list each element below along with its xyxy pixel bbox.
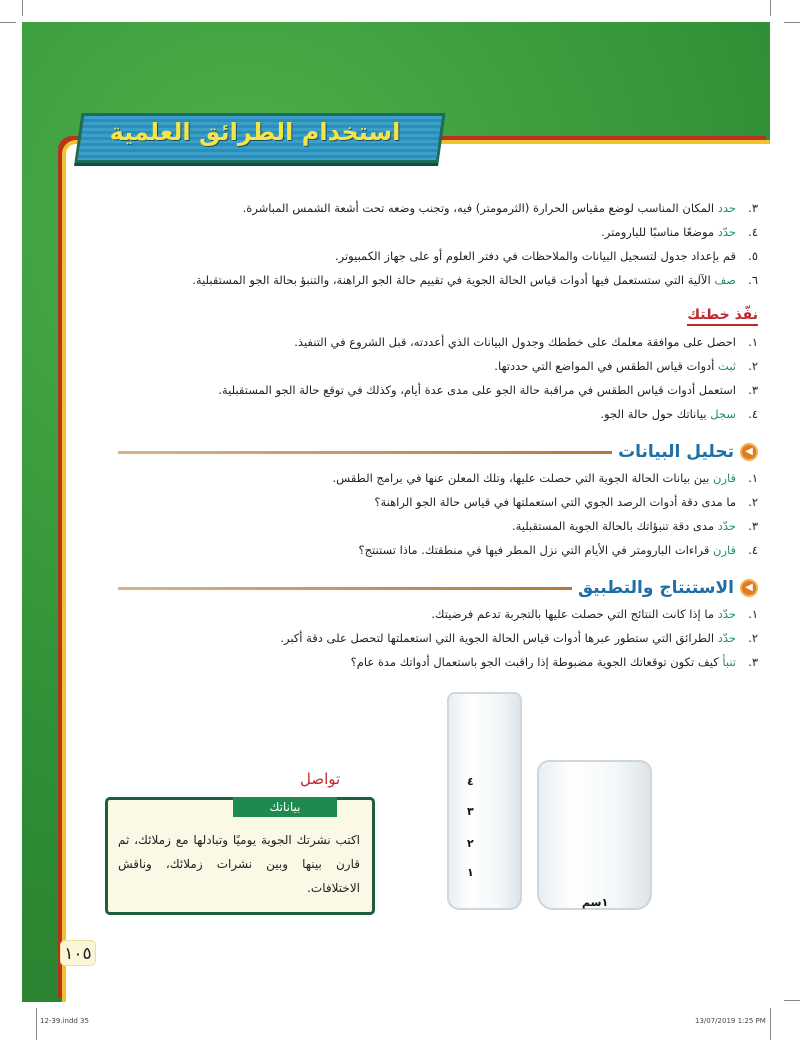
list-item	[118, 490, 758, 514]
item-verb: تنبأ	[722, 655, 736, 669]
analysis-section	[118, 434, 758, 562]
item-text: بياناتك حول حالة الجو.	[600, 407, 711, 421]
list-item	[118, 220, 758, 244]
item-text: بين بيانات الحالة الجوية التي حصلت عليها، وتلك المعلن عنها في برامج الطقس.	[332, 471, 713, 485]
item-verb: حدّد	[717, 519, 736, 533]
jar-mark: ٣	[467, 805, 474, 818]
item-number: ١.	[748, 335, 758, 349]
item-verb: حدد	[717, 201, 736, 215]
item-text: قم بإعداد جدول لتسجيل البيانات والملاحظات في دفتر العلوم أو على جهاز الكمبيوتر.	[334, 249, 736, 263]
item-number: ٢.	[748, 359, 758, 373]
item-number: ٥.	[748, 249, 758, 263]
item-verb: صف	[714, 273, 736, 287]
analysis-heading: تحليل البيانات	[618, 442, 734, 462]
plan-heading: نفّذ خطتك	[687, 306, 758, 326]
box-tab: بياناتك	[233, 797, 337, 817]
communicate-box	[105, 797, 375, 915]
item-text: أدوات قياس الطقس في المواضع التي حددتها.	[494, 359, 719, 373]
item-text: المكان المناسب لوضع مقياس الحرارة (الثرمومتر) فيه، وتجنب وضعه تحت أشعة الشمس المباشرة.	[242, 201, 718, 215]
item-number: ٣.	[748, 383, 758, 397]
list-item	[118, 538, 758, 562]
item-number: ١.	[748, 471, 758, 485]
list-item	[118, 378, 758, 402]
list-item	[118, 268, 758, 292]
jar-mark: ٢	[467, 837, 474, 850]
item-verb: حدّد	[717, 631, 736, 645]
item-number: ٢.	[748, 631, 758, 645]
plan-section	[118, 300, 758, 426]
arrow-icon: ◀	[740, 443, 758, 461]
item-number: ٤.	[748, 543, 758, 557]
footer-file: 12-39.indd 35	[40, 1017, 89, 1025]
conclusion-heading: الاستنتاج والتطبيق	[577, 578, 734, 598]
item-verb: سجل	[710, 407, 736, 421]
item-text: ما إذا كانت النتائج التي حصلت عليها بالتجربة تدعم فرضيتك.	[431, 607, 718, 621]
jar-mark: ٤	[467, 775, 474, 788]
conclusion-section	[118, 570, 758, 674]
item-text: موضعًا مناسبًا للبارومتر.	[601, 225, 718, 239]
item-verb: حدّد	[717, 225, 736, 239]
item-number: ٤.	[748, 407, 758, 421]
item-text: قراءات البارومتر في الأيام التي نزل المطر فيها في منطقتك. ماذا تستنتج؟	[358, 543, 713, 557]
list-item	[118, 626, 758, 650]
item-number: ٣.	[748, 201, 758, 215]
list-item	[118, 602, 758, 626]
item-number: ٤.	[748, 225, 758, 239]
list-item	[118, 330, 758, 354]
item-text: الطرائق التي ستطور عبرها أدوات قياس الحالة الجوية التي استعملتها لتحصل على دقة أكبر.	[280, 631, 718, 645]
item-text: كيف تكون توقعاتك الجوية مضبوطة إذا راقبت الجو باستعمال أدواتك مدة عام؟	[350, 655, 723, 669]
item-text: ما مدى دقة أدوات الرصد الجوي التي استعملتها في قياس حالة الجو الراهنة؟	[374, 495, 736, 509]
jar-mark: ١	[467, 866, 474, 879]
item-verb: ثبت	[718, 359, 736, 373]
list-item	[118, 514, 758, 538]
footer-date: 13/07/2019 1:25 PM	[695, 1017, 766, 1025]
intro-list	[118, 196, 758, 292]
list-item	[118, 196, 758, 220]
item-number: ٢.	[748, 495, 758, 509]
communicate-label: تواصل	[300, 770, 341, 788]
item-number: ١.	[748, 607, 758, 621]
page-title: استخدام الطرائق العلمية	[109, 118, 401, 146]
list-item	[118, 402, 758, 426]
item-verb: قارن	[713, 543, 736, 557]
item-number: ٦.	[748, 273, 758, 287]
list-item	[118, 466, 758, 490]
list-item	[118, 354, 758, 378]
item-text: مدى دقة تنبؤاتك بالحالة الجوية المستقبلية.	[511, 519, 718, 533]
item-verb: حدّد	[717, 607, 736, 621]
page-number: ١٠٥	[60, 940, 96, 966]
item-text: الآلية التي ستستعمل فيها أدوات قياس الحالة الجوية في تقييم حالة الجو الراهنة، والتنبؤ بحالة الجو المستقبلية.	[192, 273, 715, 287]
list-item	[118, 650, 758, 674]
item-number: ٣.	[748, 655, 758, 669]
box-text: اكتب نشرتك الجوية يوميًا وتبادلها مع زملائك، ثم قارن بينها وبين نشرات زملائك، وناقش الاختلافات.	[118, 833, 360, 895]
item-verb: قارن	[713, 471, 736, 485]
item-number: ٣.	[748, 519, 758, 533]
item-text: احصل على موافقة معلمك على خططك وجدول البيانات الذي أعددته، قبل الشروع في التنفيذ.	[294, 335, 736, 349]
list-item	[118, 244, 758, 268]
jar-mark: ١سم	[582, 896, 609, 909]
arrow-icon: ◀	[740, 579, 758, 597]
item-text: استعمل أدوات قياس الطقس في مراقبة حالة الجو على مدى عدة أيام، وكذلك في توقع حالة الجو المستقبلية.	[218, 383, 736, 397]
